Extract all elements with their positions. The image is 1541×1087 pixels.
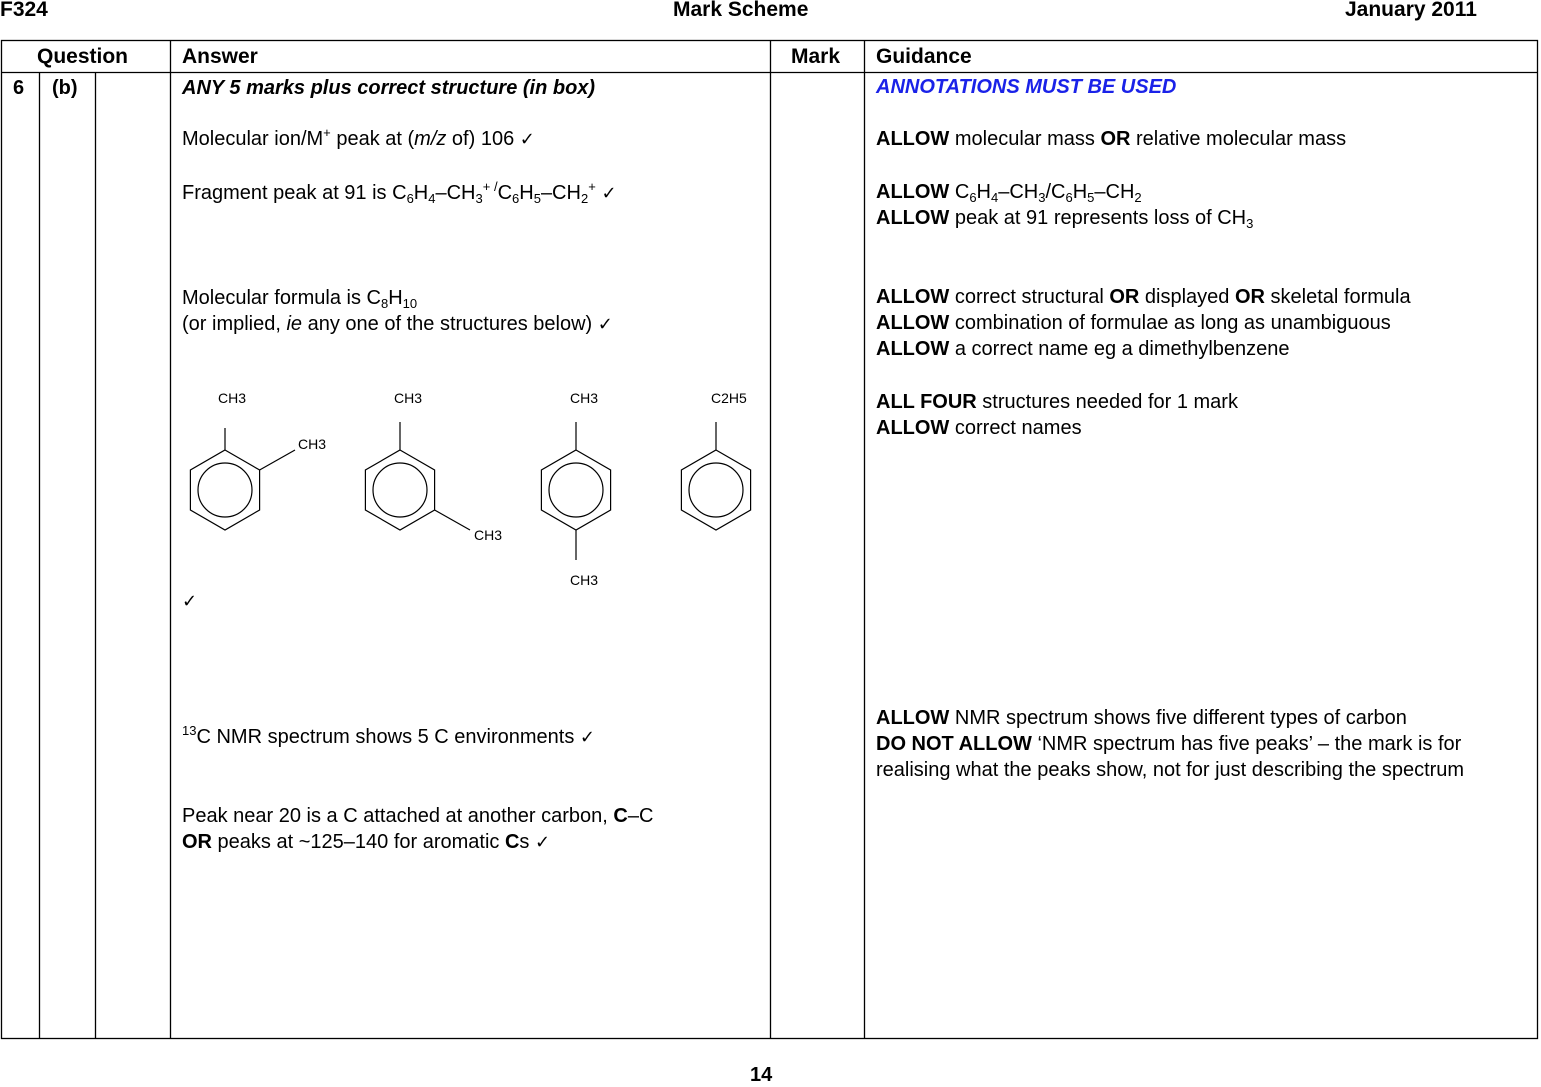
answer-formula: Molecular formula is $C_8H_{10}$ (182, 287, 418, 311)
check-icon: ✓ (579, 727, 596, 748)
guidance-line: ALLOW correct names (876, 417, 1082, 439)
guidance-line: ALLOW NMR spectrum shows five different types of carbon (876, 707, 1407, 729)
ethylbenzene-structure (681, 422, 750, 530)
guidance-line: ALLOW combination of formulae as long as unambiguous (876, 312, 1391, 334)
para-xylene-structure (541, 422, 610, 560)
structure-label: CH3 (298, 436, 327, 452)
check-icon: ✓ (595, 183, 617, 204)
structure-label: CH3 (474, 527, 503, 543)
question-number: 6 (13, 77, 25, 99)
guidance-line: ALLOW molecular mass OR relative molecular mass (876, 128, 1347, 150)
check-icon: ✓ (534, 832, 551, 853)
answer-peak-line1: Peak near 20 is a C attached at another carbon, C–C (182, 805, 654, 827)
exam-date: January 2011 (1345, 0, 1477, 21)
answer-implied: (or implied, ie any one of the structures below) ✓ (182, 313, 613, 335)
ortho-xylene-structure (190, 428, 295, 530)
guidance-line: DO NOT ALLOW ‘NMR spectrum has five peaks’ – the mark is for realising what the peaks show, not for just describing the spectrum (876, 733, 1465, 781)
guidance-line: ALL FOUR structures needed for 1 mark (876, 391, 1238, 413)
answer-nmr: $^{13}$C NMR spectrum shows 5 C environments ✓ (182, 723, 596, 748)
check-icon: ✓ (597, 314, 613, 335)
header-question: Question (37, 45, 129, 68)
guidance-annotations: ANNOTATIONS MUST BE USED (876, 76, 1177, 98)
doc-title: Mark Scheme (673, 0, 809, 21)
structure-label: CH3 (394, 390, 423, 406)
benzene-structures (170, 380, 770, 600)
answer-intro: ANY 5 marks plus correct structure (in box) (182, 77, 596, 99)
structure-label: C2H5 (711, 390, 747, 406)
header-mark: Mark (791, 45, 841, 68)
guidance-line: ALLOW peak at 91 represents loss of $CH_3$ (876, 207, 1254, 231)
header-answer: Answer (182, 45, 258, 68)
structure-label: CH3 (570, 390, 599, 406)
meta-xylene-structure (365, 422, 470, 530)
guidance-line: ALLOW a correct name eg a dimethylbenzene (876, 338, 1290, 360)
page-number: 14 (750, 1064, 773, 1086)
header-guidance: Guidance (876, 45, 972, 68)
check-icon: ✓ (182, 591, 198, 612)
guidance-line: ALLOW correct structural OR displayed OR skeletal formula (876, 286, 1411, 308)
answer-molecular-ion: Molecular ion/M+ peak at (m/z of) 106 ✓ (182, 125, 535, 150)
structure-label: CH3 (218, 390, 247, 406)
answer-fragment: Fragment peak at 91 is $C_6H_4-CH_3^{+ /}C_6H_5-CH_2^+$ ✓ (182, 179, 617, 206)
guidance-line: ALLOW $C_6H_4-CH_3/C_6H_5-CH_2$ (876, 181, 1142, 205)
exam-code: F324 (0, 0, 48, 21)
answer-peak-line2: OR peaks at ~125–140 for aromatic Cs ✓ (182, 831, 551, 853)
check-icon: ✓ (519, 129, 535, 150)
structure-label: CH3 (570, 572, 599, 588)
question-part: (b) (52, 77, 78, 99)
